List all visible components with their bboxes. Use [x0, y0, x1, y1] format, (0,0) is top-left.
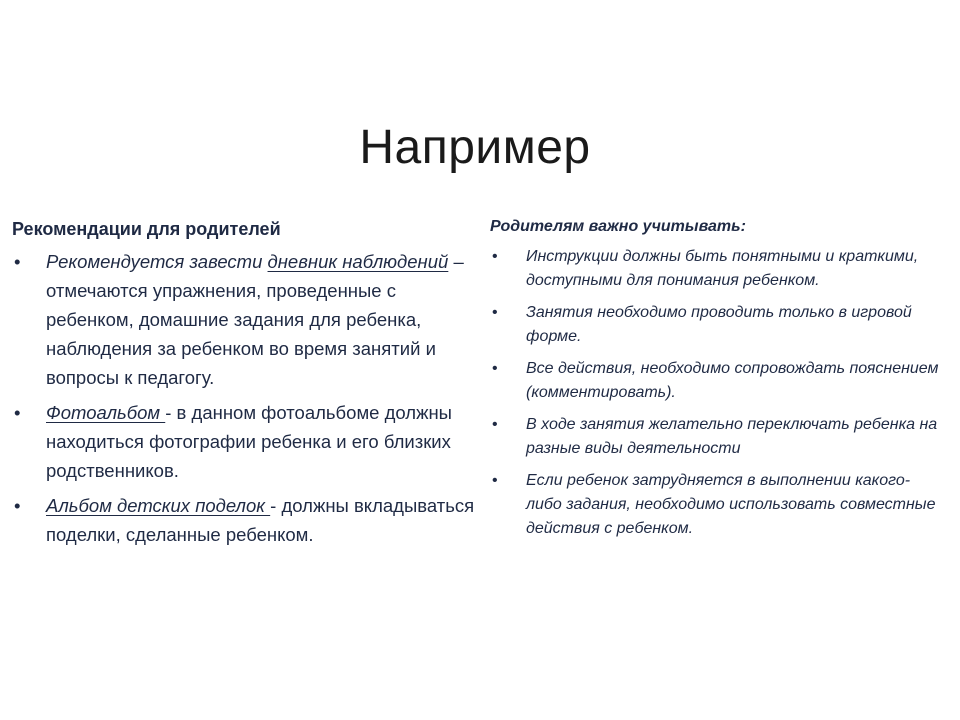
bullet-icon: • [14, 251, 21, 272]
bullet-icon: • [492, 360, 498, 377]
crafts-album-link[interactable]: Альбом детских поделок [46, 495, 271, 516]
right-column [490, 215, 945, 549]
left-heading: Рекомендации для родителей [12, 219, 281, 239]
slide-title: Например [359, 121, 591, 174]
right-list [490, 245, 945, 541]
left-column [12, 215, 482, 555]
left-item-crafts-album [12, 491, 482, 549]
list-item [490, 357, 945, 405]
list-item [490, 469, 945, 541]
left-item-diary-lead: Рекомендуется завести [46, 251, 268, 272]
left-item-photoalbum [12, 398, 482, 485]
list-item [490, 245, 945, 293]
bullet-icon: • [492, 248, 498, 265]
bullet-icon: • [492, 304, 498, 321]
bullet-icon: • [14, 495, 21, 516]
bullet-icon: • [14, 402, 21, 423]
list-item-text: Занятия необходимо проводить только в игровой форме. [526, 304, 912, 345]
left-item-diary [12, 247, 482, 392]
bullet-icon: • [492, 416, 498, 433]
left-item-photoalbum-text: - в данном фотоальбоме должны находиться фотографии ребенка и его близких родственников. [46, 402, 452, 481]
list-item [490, 413, 945, 461]
right-heading: Родителям важно учитывать: [490, 218, 746, 235]
left-list [12, 247, 482, 549]
list-item [490, 301, 945, 349]
bullet-icon: • [492, 472, 498, 489]
list-item-text: Если ребенок затрудняется в выполнении какого-либо задания, необходимо использовать совместные действия с ребенком. [526, 472, 936, 537]
list-item-text: Все действия, необходимо сопровождать пояснением (комментировать). [526, 360, 939, 401]
left-item-diary-text: – отмечаются упражнения, проведенные с ребенком, домашние задания для ребенка, наблюдения за ребенком во время занятий и вопросы к педагогу. [46, 251, 464, 388]
list-item-text: Инструкции должны быть понятными и краткими, доступными для понимания ребенком. [526, 248, 919, 289]
left-item-crafts-album-text: - должны вкладываться поделки, сделанные ребенком. [46, 495, 475, 545]
photoalbum-link[interactable]: Фотоальбом [46, 402, 166, 423]
list-item-text: В ходе занятия желательно переключать ребенка на разные виды деятельности [526, 416, 938, 457]
diary-link[interactable]: дневник наблюдений [267, 251, 449, 272]
